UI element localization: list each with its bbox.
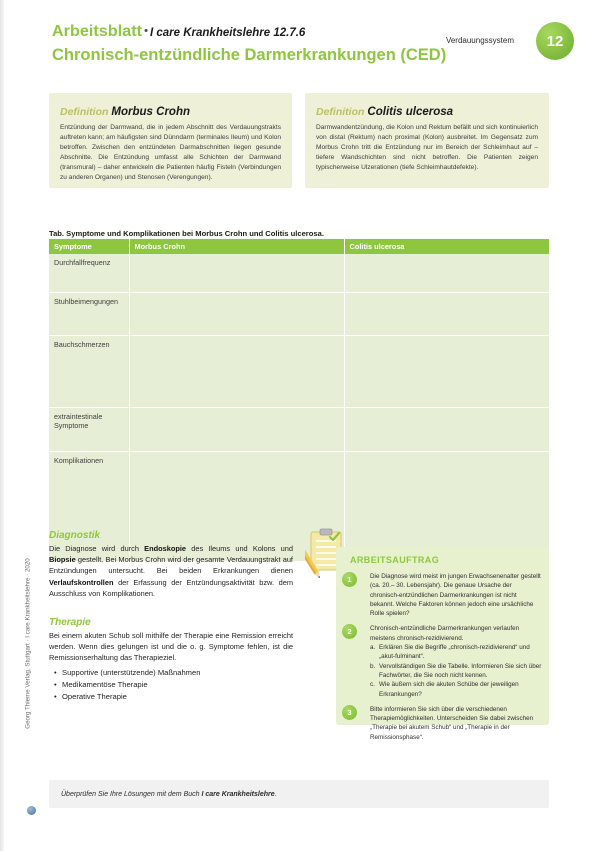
copyright-vertical: Georg Thieme Verlag, Stuttgart · I care Krankheitslehre · 2020: [24, 558, 32, 729]
table-row: [49, 335, 549, 407]
page-title: Chronisch-entzündliche Darmerkrankungen (CED): [52, 46, 447, 64]
footer-note-text: [61, 791, 277, 798]
system-label: Verdauungssystem: [445, 36, 514, 45]
arbeitsauftrag-subitem-text: Erklären Sie die Begriffe „chronisch-rezidivierend“ und „akut-fulminant“.: [379, 644, 530, 661]
definition-body: Darmwandentzündung, die Kolon und Rektum befällt und sich kontinuierlich von distal (Rektum) nach proximal (Kolon) ausbreitet. Im Gegensatz zum Morbus Crohn tritt die Entzündung nur im Bereich der Schleimhaut auf – tiefere Wandschichten sind nicht betroffen. Die Patienten zeigen typischerweise Ulzerationen (tiefe Schleimhautdefekte).: [316, 124, 538, 172]
therapie-paragraph: Bei einem akuten Schub soll mithilfe der Therapie eine Remission erreicht werden. Wenn dies gelungen ist und die o. g. Symptome fehlen, ist die Remissionserhaltung das Therapieziel.: [49, 631, 293, 663]
arbeitsauftrag-item: [347, 572, 542, 618]
table-cell-colitis-ulcerosa[interactable]: [344, 254, 549, 292]
footer-note-box: [49, 780, 549, 808]
diagnostik-paragraph: [49, 543, 293, 599]
arbeitsauftrag-number-badge: 2: [342, 624, 357, 639]
header-reference: I care Krankheitslehre 12.7.6: [149, 27, 306, 39]
table-cell-symptom: Stuhlbeimengungen: [49, 292, 129, 335]
publisher-logo-icon: [27, 806, 36, 815]
arbeitsauftrag-number-badge: 1: [342, 572, 357, 587]
definition-body: Entzündung der Darmwand, die in jedem Abschnitt des Verdauungstrakts auftreten kann; am häufigsten sind Dünndarm (terminales Ileum) und Kolon betroffen. Zwischen den entzündeten Darmabschnitten liegen gesunde Abschnitte. Die Entzündung umfasst alle Schichten der Darmwand (transmural) – daher entwickeln die Patienten häufig Fisteln (Verbindungen zu anderen Organen) und Stenosen (Verengungen).: [60, 124, 281, 182]
table-header-symptome: Symptome: [49, 239, 129, 254]
definition-box-morbus-crohn: [49, 93, 292, 188]
definition-term: Morbus Crohn: [111, 106, 190, 118]
definition-term: Colitis ulcerosa: [367, 106, 454, 118]
diag-text-4: der Erfassung der Entzündungsaktivität bzw. dem Ausschluss von Komplikationen.: [49, 577, 293, 598]
definition-keyword: Definition: [316, 106, 365, 118]
therapie-bullet: • Operative Therapie: [62, 691, 293, 703]
page-header: [52, 22, 582, 66]
arbeitsauftrag-box: [336, 547, 549, 741]
table-header-colitis-ulcerosa: Colitis ulcerosa: [344, 239, 549, 254]
arbeitsauftrag-number-badge: 3: [342, 705, 357, 720]
table-cell-morbus-crohn[interactable]: [129, 335, 344, 407]
table-header-row: [49, 239, 549, 254]
table-cell-symptom: Durchfallfrequenz: [49, 254, 129, 292]
table-row: [49, 254, 549, 292]
definition-keyword: Definition: [60, 106, 109, 118]
arbeitsauftrag-subitem-text: Vervollständigen Sie die Tabelle. Informieren Sie sich über Fachwörter, die Sie noch nicht kennen.: [379, 662, 542, 679]
footer-note-book: I care Krankheitslehre: [201, 790, 275, 798]
table-cell-symptom: Bauchschmerzen: [49, 335, 129, 407]
definition-heading: [316, 102, 538, 120]
therapie-bullet-list: [49, 667, 293, 703]
arbeitsauftrag-subitem: [370, 680, 542, 699]
arbeitsauftrag-sublist: [370, 643, 542, 699]
table-caption: Tab. Symptome und Komplikationen bei Morbus Crohn und Colitis ulcerosa.: [49, 229, 324, 238]
arbeitsauftrag-item: [347, 624, 542, 698]
arbeitsauftrag-item-text: Die Diagnose wird meist im jungen Erwachsenenalter gestellt (ca. 20.– 30. Lebensjahr). Die genaue Ursache der chronisch-entzündlichen Darmerkrankungen ist nicht bekannt. Welche Faktoren können jedoch eine ursächliche Rolle spielen?: [370, 573, 541, 618]
arbeitsauftrag-subitem-label: c.: [370, 681, 375, 689]
arbeitsauftrag-list: [347, 572, 542, 748]
table-cell-morbus-crohn[interactable]: [129, 407, 344, 451]
diag-text-2: des Ileums und Kolons und: [186, 544, 293, 553]
chapter-badge: 12: [536, 22, 574, 60]
table-cell-morbus-crohn[interactable]: [129, 292, 344, 335]
definition-box-colitis-ulcerosa: [305, 93, 549, 188]
table-cell-morbus-crohn[interactable]: [129, 254, 344, 292]
arbeitsauftrag-item-text: Chronisch-entzündliche Darmerkrankungen verlaufen meistens chronisch-rezidivierend.: [370, 625, 520, 642]
page-edge-shadow: [0, 0, 4, 851]
table-cell-symptom: extraintestinale Symptome: [49, 407, 129, 451]
arbeitsauftrag-item-text: Bitte informieren Sie sich über die verschiedenen Therapiemöglichkeiten. Unterscheiden Sie dabei zwischen „Therapie bei akutem Schub“ und „Therapie in der Remissionsphase“.: [370, 705, 534, 741]
table-row: [49, 292, 549, 335]
definition-heading: [60, 102, 281, 120]
arbeitsauftrag-title: ARBEITSAUFTRAG: [350, 555, 440, 565]
diag-term-verlaufskontrollen: Verlaufskontrollen: [49, 577, 114, 587]
arbeitsauftrag-subitem-text: Wie äußern sich die akuten Schübe der jeweiligen Erkrankungen?: [379, 681, 519, 698]
table-cell-colitis-ulcerosa[interactable]: [344, 451, 549, 561]
section-title-therapie: Therapie: [49, 617, 91, 628]
diag-text-1: Die Diagnose wird durch: [49, 544, 145, 553]
arbeitsauftrag-item: [347, 705, 542, 742]
diag-term-biopsie: Biopsie: [49, 555, 76, 565]
therapie-bullet: • Supportive (unterstützende) Maßnahmen: [62, 667, 293, 679]
diag-term-endoskopie: Endoskopie: [144, 544, 187, 553]
section-diagnostik: [49, 530, 293, 599]
table-cell-colitis-ulcerosa[interactable]: [344, 335, 549, 407]
arbeitsauftrag-subitem: [370, 662, 542, 681]
table-cell-symptom: Komplikationen: [49, 451, 129, 561]
table-cell-colitis-ulcerosa[interactable]: [344, 407, 549, 451]
header-bullet: •: [144, 25, 148, 37]
section-title-diagnostik: Diagnostik: [49, 530, 101, 541]
table-row: [49, 407, 549, 451]
arbeitsauftrag-subitem: [370, 643, 542, 662]
section-therapie: [49, 617, 293, 703]
arbeitsauftrag-subitem-label: a.: [370, 644, 376, 652]
table-header-morbus-crohn: Morbus Crohn: [129, 239, 344, 254]
symptoms-table: [49, 239, 549, 561]
table-cell-colitis-ulcerosa[interactable]: [344, 292, 549, 335]
header-kicker: Arbeitsblatt: [52, 23, 143, 40]
footer-note-suffix: .: [274, 790, 277, 798]
arbeitsauftrag-subitem-label: b.: [370, 662, 376, 670]
therapie-bullet: • Medikamentöse Therapie: [62, 679, 293, 691]
footer-note-prefix: Überprüfen Sie Ihre Lösungen mit dem Buch: [61, 790, 202, 798]
diag-text-3: gestellt. Bei Morbus Crohn wird der gesamte Verdauungstrakt auf Entzündungen untersucht. Bei beiden Erkrankungen dienen: [49, 555, 293, 576]
